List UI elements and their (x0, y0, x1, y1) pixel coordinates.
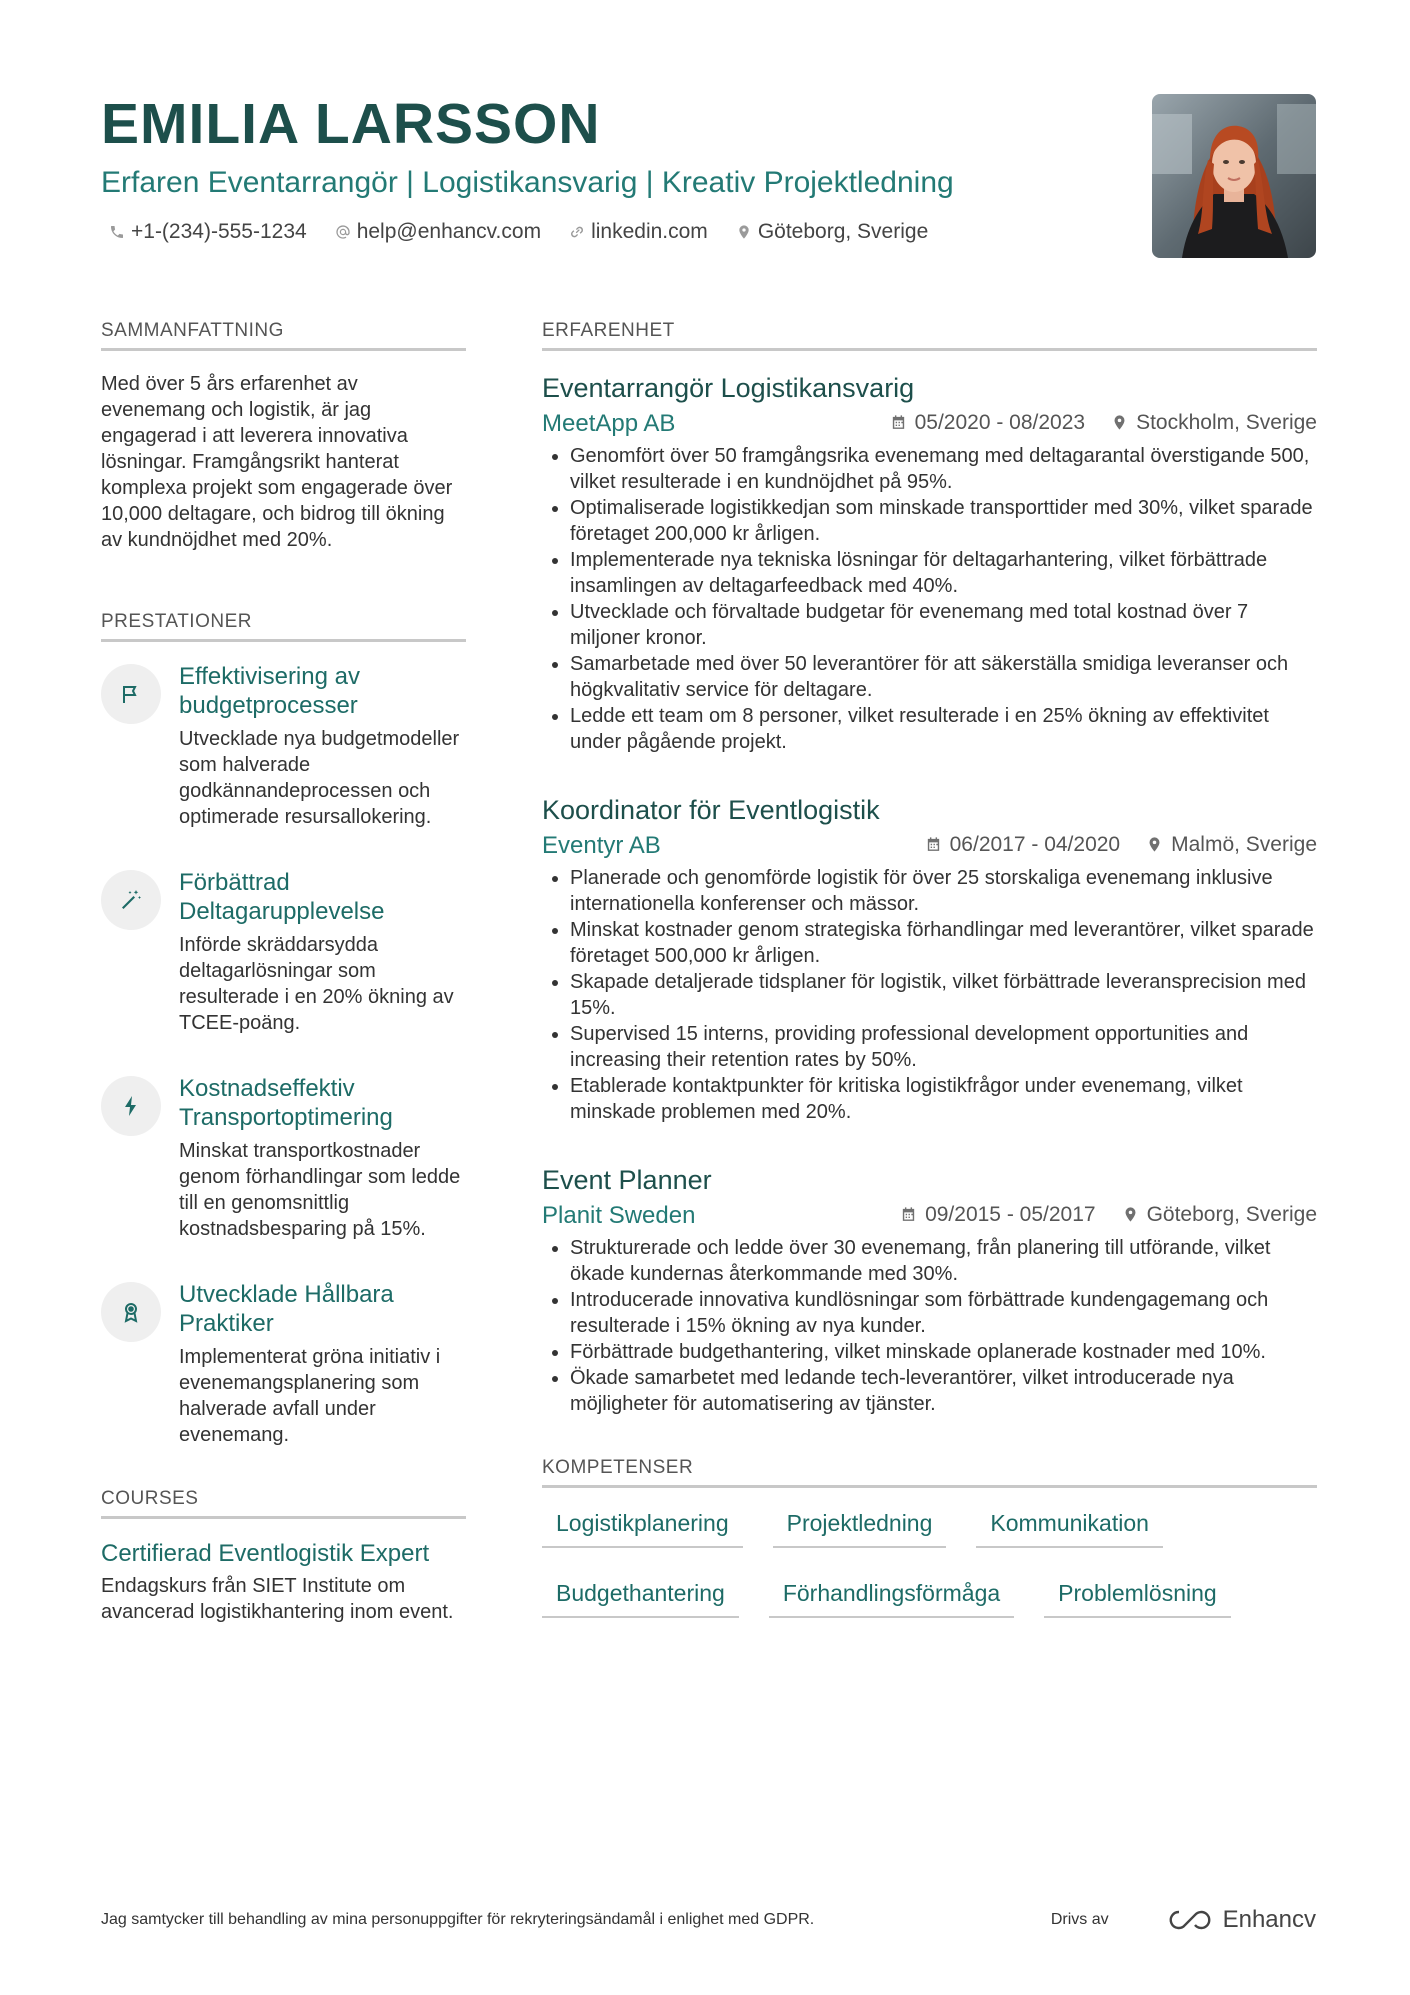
job-bullet: • Utvecklade och förvaltade budgetar för evenemang med total kostnad över 7 miljoner kronor. (570, 599, 1317, 651)
achievement-title: Förbättrad Deltagarupplevelse (179, 869, 385, 925)
job-bullet: • Supervised 15 interns, providing professional development opportunities and increasing their retention rates by 50%. (570, 1021, 1317, 1073)
phone-icon (109, 224, 125, 240)
course-desc: Endagskurs från SIET Institute om avancerad logistikhantering inom event. (101, 1575, 454, 1623)
job-meta (542, 1201, 1317, 1231)
page-footer (101, 1906, 1316, 1934)
company-name: MeetApp AB (542, 410, 676, 437)
skills-heading: KOMPETENSER (542, 1455, 1317, 1488)
job-title: Eventarrangör Logistikansvarig (542, 373, 915, 403)
summary-heading: SAMMANFATTNING (101, 318, 466, 351)
profile-photo-image (1152, 94, 1316, 258)
calendar-icon (900, 1206, 917, 1223)
location-pin-icon (1146, 836, 1163, 853)
job-title: Event Planner (542, 1165, 712, 1195)
job-meta-right (900, 1203, 1317, 1227)
contact-email[interactable] (335, 220, 541, 244)
enhancv-logo-icon (1167, 1908, 1213, 1932)
achievement-icon-wrap (101, 870, 161, 930)
location-pin-icon (736, 224, 752, 240)
skill-tag: Logistikplanering (542, 1508, 743, 1548)
job-bullets (542, 443, 1317, 755)
job-meta (542, 831, 1317, 861)
courses-heading: COURSES (101, 1486, 466, 1519)
achievement-icon-wrap (101, 664, 161, 724)
job-location (1146, 833, 1317, 857)
achievement-desc: Implementerat gröna initiativ i evenemangsplanering som halverade avfall under evenemang. (179, 1346, 441, 1446)
candidate-name: EMILIA LARSSON (101, 92, 601, 156)
powered-by-label: Drivs av (1050, 1911, 1109, 1928)
enhancv-logo[interactable] (1167, 1906, 1316, 1934)
linkedin-text: linkedin.com (591, 220, 708, 243)
skill-tag: Projektledning (773, 1508, 947, 1548)
left-column (101, 318, 466, 1625)
job-bullet: • Etablerade kontaktpunkter för kritiska logistikfrågor under evenemang, vilket minskade problemen med 20%. (570, 1073, 1317, 1125)
link-icon (569, 224, 585, 240)
job-meta-right (890, 411, 1317, 435)
job-dates (900, 1203, 1095, 1227)
phone-text: +1-(234)-555-1234 (131, 220, 307, 243)
company-name: Planit Sweden (542, 1202, 696, 1229)
job-bullet: • Skapade detaljerade tidsplaner för logistik, vilket förbättrade leveransprecision med 15%. (570, 969, 1317, 1021)
job-location-text: Malmö, Sverige (1171, 832, 1317, 856)
job-bullet: • Planerade och genomförde logistik för över 25 storskaliga evenemang inklusive internationella konferenser och mässor. (570, 865, 1317, 917)
profile-photo (1152, 94, 1316, 258)
job-bullet: • Strukturerade och ledde över 30 evenemang, från planering till utförande, vilket ökade kundernas återkommande med 30%. (570, 1235, 1317, 1287)
job-dates-text: 06/2017 - 04/2020 (949, 832, 1121, 856)
achievement-icon-wrap (101, 1282, 161, 1342)
job-title: Koordinator för Eventlogistik (542, 795, 880, 825)
job-bullet: • Implementerade nya tekniska lösningar för deltagarhantering, vilket förbättrade insamlingen av deltagarfeedback med 40%. (570, 547, 1317, 599)
enhancv-brand-text: Enhancv (1222, 1906, 1316, 1933)
achievement-item (101, 1074, 466, 1242)
job-bullets (542, 1235, 1317, 1417)
job-bullet: • Förbättrade budgethantering, vilket minskade oplanerade kostnader med 10%. (570, 1339, 1317, 1365)
skill-tag: Förhandlingsförmåga (769, 1578, 1014, 1618)
job-dates (925, 833, 1120, 857)
job-location (1111, 411, 1317, 435)
job-entry (542, 371, 1317, 755)
calendar-icon (890, 414, 907, 431)
location-pin-icon (1111, 414, 1128, 431)
resume-header (101, 92, 1151, 244)
lightning-icon (119, 1094, 143, 1118)
job-location (1122, 1203, 1317, 1227)
location-text: Göteborg, Sverige (757, 220, 929, 243)
right-column (542, 318, 1317, 1618)
achievements-section (101, 609, 466, 1448)
experience-heading: ERFARENHET (542, 318, 1317, 351)
job-dates-text: 09/2015 - 05/2017 (925, 1202, 1096, 1226)
job-dates (890, 411, 1085, 435)
achievements-heading: PRESTATIONER (101, 609, 466, 642)
company-name: Eventyr AB (542, 832, 661, 859)
contact-list (101, 220, 1151, 244)
achievement-item (101, 1280, 466, 1448)
candidate-subtitle: Erfaren Eventarrangör | Logistikansvarig | Kreativ Projektledning (101, 166, 954, 199)
flag-icon (119, 682, 143, 706)
achievement-icon-wrap (101, 1076, 161, 1136)
job-location-text: Göteborg, Sverige (1146, 1202, 1317, 1226)
job-dates-text: 05/2020 - 08/2023 (914, 410, 1086, 434)
job-entry (542, 1163, 1317, 1417)
achievement-item (101, 662, 466, 830)
achievement-title: Utvecklade Hållbara Praktiker (179, 1281, 394, 1337)
summary-text: Med över 5 års erfarenhet av evenemang och logistik, är jag engagerad i att leverera innovativa lösningar. Framgångsrikt hanterat komplexa projekt som engagerade över 10,000 deltagare, och bidrog till ökning av kundnöjdhet med 20%. (101, 373, 453, 551)
job-bullet: • Genomfört över 50 framgångsrika evenemang med deltagarantal överstigande 500, vilket resulterade i en kundnöjdhet på 95%. (570, 443, 1317, 495)
skill-tag: Problemlösning (1044, 1578, 1231, 1618)
courses-section (101, 1486, 466, 1625)
job-bullet: • Minskat kostnader genom strategiska förhandlingar med leverantörer, vilket sparade företaget 500,000 kr årligen. (570, 917, 1317, 969)
contact-linkedin[interactable] (569, 220, 708, 244)
skill-tag: Kommunikation (976, 1508, 1163, 1548)
achievement-title: Kostnadseffektiv Transportoptimering (179, 1075, 393, 1131)
skills-section (542, 1455, 1317, 1618)
job-meta-right (925, 833, 1317, 857)
location-pin-icon (1122, 1206, 1139, 1223)
gdpr-consent: Jag samtycker till behandling av mina personuppgifter för rekryteringsändamål i enlighet med GDPR. (101, 1911, 815, 1928)
calendar-icon (925, 836, 942, 853)
course-item (101, 1539, 466, 1625)
contact-location (736, 220, 928, 244)
job-bullets (542, 865, 1317, 1125)
job-bullet: • Optimaliserade logistikkedjan som minskade transporttider med 30%, vilket sparade företaget 200,000 kr årligen. (570, 495, 1317, 547)
job-bullet: • Samarbetade med över 50 leverantörer för att säkerställa smidiga leveranser och högkvalitativ service för deltagare. (570, 651, 1317, 703)
job-bullet: • Ökade samarbetet med ledande tech-leverantörer, vilket introducerade nya möjligheter för automatisering av tjänster. (570, 1365, 1317, 1417)
email-text: help@enhancv.com (356, 220, 542, 243)
achievement-desc: Införde skräddarsydda deltagarlösningar som resulterade i en 20% ökning av TCEE-poäng. (179, 934, 454, 1034)
achievement-desc: Utvecklade nya budgetmodeller som halverade godkännandeprocessen och optimerade resursallokering. (179, 728, 460, 828)
award-icon (119, 1300, 143, 1324)
job-bullet: • Ledde ett team om 8 personer, vilket resulterade i en 25% ökning av effektivitet under pågående projekt. (570, 703, 1317, 755)
course-title: Certifierad Eventlogistik Expert (101, 1540, 430, 1567)
summary-section (101, 318, 466, 553)
job-entry (542, 793, 1317, 1125)
job-location-text: Stockholm, Sverige (1136, 410, 1317, 434)
magic-wand-icon (119, 888, 143, 912)
achievement-item (101, 868, 466, 1036)
contact-phone[interactable] (109, 220, 307, 244)
at-icon (335, 224, 351, 240)
experience-section (542, 318, 1317, 1417)
job-meta (542, 409, 1317, 439)
achievement-title: Effektivisering av budgetprocesser (179, 663, 360, 719)
job-bullet: • Introducerade innovativa kundlösningar som förbättrade kundengagemang och resulterade i 15% ökning av nya kunder. (570, 1287, 1317, 1339)
achievement-desc: Minskat transportkostnader genom förhandlingar som ledde till en genomsnittlig kostnadsbesparing på 15%. (179, 1140, 461, 1240)
skills-list (542, 1508, 1317, 1618)
skill-tag: Budgethantering (542, 1578, 739, 1618)
